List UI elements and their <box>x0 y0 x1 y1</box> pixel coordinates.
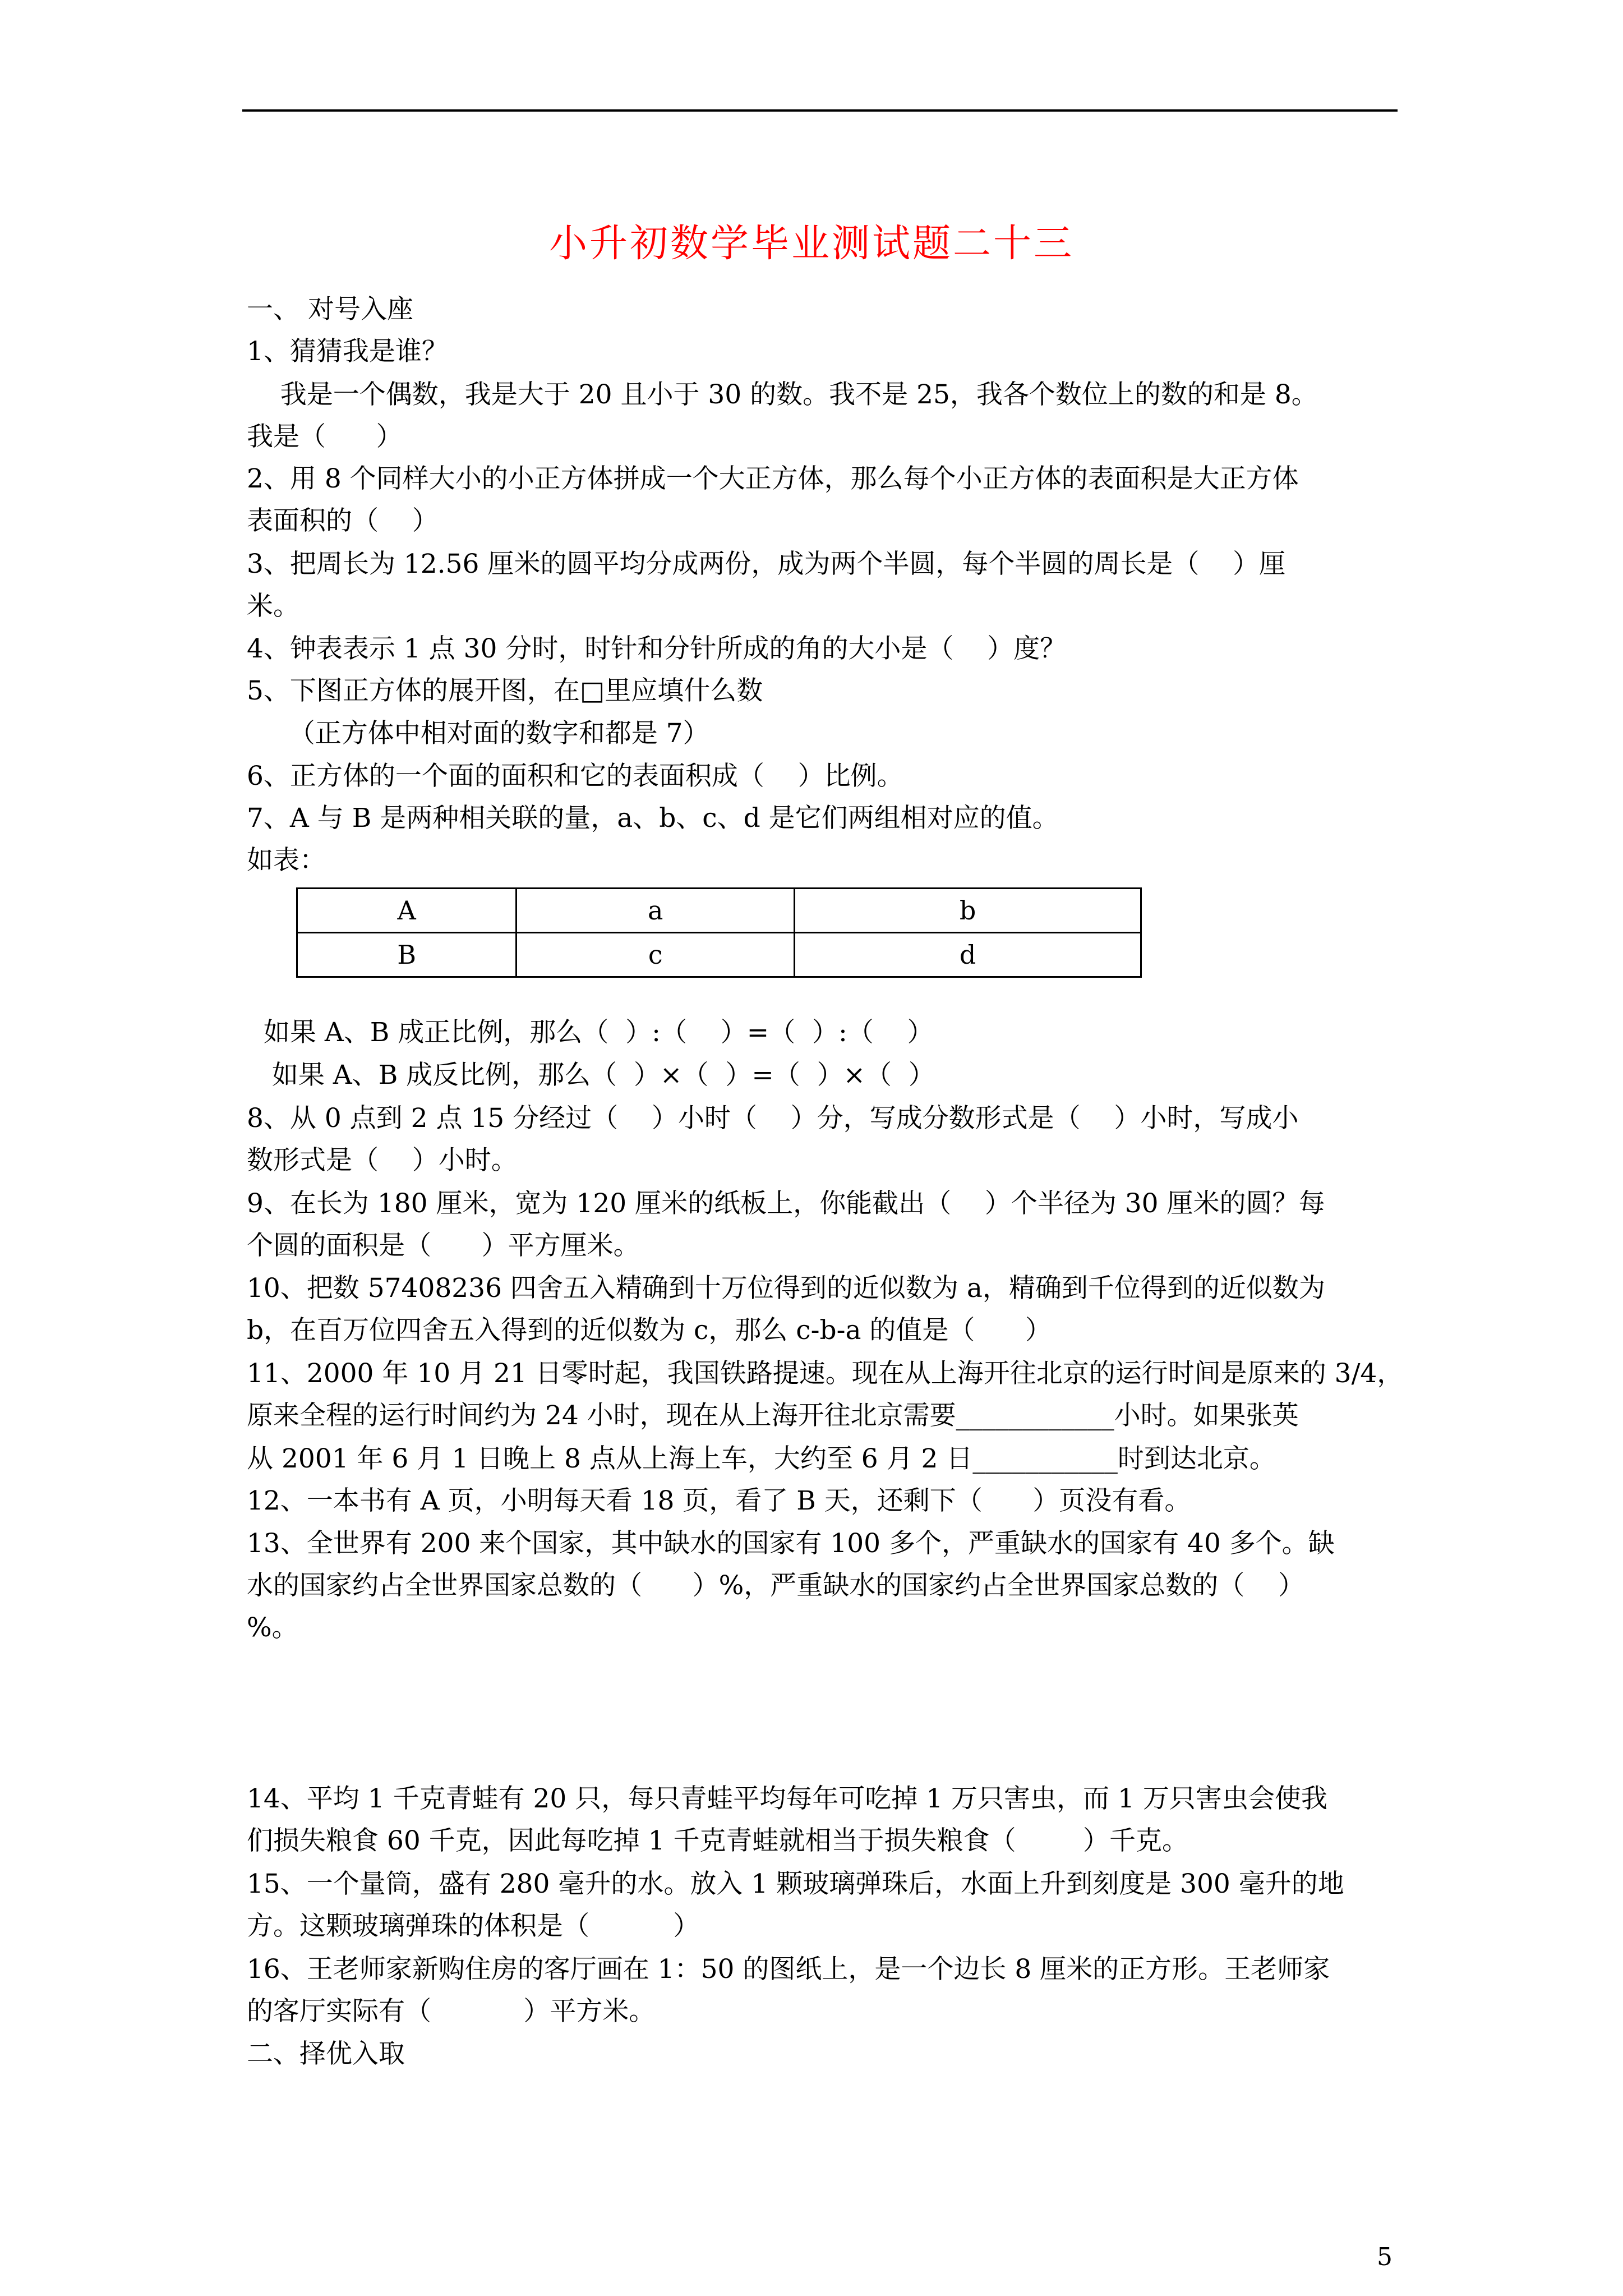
question-12: 12、一本书有 A 页，小明每天看 18 页，看了 B 天，还剩下（ ）页没有看。 <box>247 1485 1191 1516</box>
table-cell: b <box>795 889 1141 933</box>
section-heading-1: 一、 对号入座 <box>247 294 413 325</box>
question-4: 4、钟表表示 1 点 30 分时，时针和分针所成的角的大小是（ ）度？ <box>247 633 1067 664</box>
question-1: 1、猜猜我是谁？ <box>247 336 448 367</box>
question-13-cont-2: %。 <box>247 1612 298 1643</box>
value-table <box>296 887 1142 978</box>
table-row <box>297 889 1141 933</box>
question-8-cont: 数形式是（ ）小时。 <box>247 1145 518 1176</box>
question-7-table-intro: 如表： <box>247 845 326 876</box>
question-5-note: （正方体中相对面的数字和都是 7） <box>247 718 709 749</box>
question-9-cont: 个圆的面积是（ ）平方厘米。 <box>247 1230 640 1261</box>
question-11-cont: 原来全程的运行时间约为 24 小时，现在从上海开往北京需要____________小时。如果张英 <box>247 1400 1299 1431</box>
question-7-inverse: 如果 A、B 成反比例，那么（ ）×（ ）=（ ）×（ ） <box>247 1060 935 1091</box>
question-16-cont: 的客厅实际有（ ）平方米。 <box>247 1996 656 2027</box>
question-11-cont-2: 从 2001 年 6 月 1 日晚上 8 点从上海上车，大约至 6 月 2 日___________时到达北京。 <box>247 1443 1276 1474</box>
question-10: 10、把数 57408236 四舍五入精确到十万位得到的近似数为 a，精确到千位得到的近似数为 <box>247 1273 1325 1304</box>
question-2: 2、用 8 个同样大小的小正方体拼成一个大正方体，那么每个小正方体的表面积是大正方体 <box>247 463 1299 494</box>
table-cell: c <box>517 933 795 977</box>
question-5: 5、下图正方体的展开图，在□里应填什么数 <box>247 675 763 706</box>
question-9: 9、在长为 180 厘米，宽为 120 厘米的纸板上，你能截出（ ）个半径为 30 厘米的圆？每 <box>247 1188 1325 1219</box>
question-14: 14、平均 1 千克青蛙有 20 只，每只青蛙平均每年可吃掉 1 万只害虫，而 1 万只害虫会使我 <box>247 1783 1327 1814</box>
header-rule <box>242 109 1398 112</box>
question-3-cont: 米。 <box>247 591 299 622</box>
question-7-proportional: 如果 A、B 成正比例，那么（ ）:（ ）=（ ）:（ ） <box>247 1017 934 1048</box>
section-heading-2: 二、择优入取 <box>247 2039 405 2069</box>
question-15-cont: 方。这颗玻璃弹珠的体积是（ ） <box>247 1911 700 1941</box>
question-15: 15、一个量筒，盛有 280 毫升的水。放入 1 颗玻璃弹珠后，水面上升到刻度是 300 毫升的地 <box>247 1869 1344 1899</box>
question-13: 13、全世界有 200 来个国家，其中缺水的国家有 100 多个，严重缺水的国家有 40 多个。缺 <box>247 1528 1335 1559</box>
question-7: 7、A 与 B 是两种相关联的量，a、b、c、d 是它们两组相对应的值。 <box>247 803 1059 834</box>
table-cell: A <box>297 889 517 933</box>
table-cell: d <box>795 933 1141 977</box>
page-number: 5 <box>1377 2243 1393 2271</box>
table-cell: a <box>517 889 795 933</box>
question-16: 16、王老师家新购住房的客厅画在 1：50 的图纸上，是一个边长 8 厘米的正方形。王老师家 <box>247 1954 1330 1985</box>
page-title: 小升初数学毕业测试题二十三 <box>548 222 1074 266</box>
question-11: 11、2000 年 10 月 21 日零时起，我国铁路提速。现在从上海开往北京的运行时间是原来的 3/4， <box>247 1358 1404 1389</box>
question-14-cont: 们损失粮食 60 千克，因此每吃掉 1 千克青蛙就相当于损失粮食（ ）千克。 <box>247 1825 1188 1856</box>
question-1-answer: 我是（ ） <box>247 421 403 452</box>
table-row <box>297 933 1141 977</box>
question-3: 3、把周长为 12.56 厘米的圆平均分成两份，成为两个半圆，每个半圆的周长是（ ）厘 <box>247 549 1286 579</box>
question-10-cont: b，在百万位四舍五入得到的近似数为 c，那么 c-b-a 的值是（ ） <box>247 1315 1052 1346</box>
question-2-cont: 表面积的（ ） <box>247 505 439 536</box>
table-cell: B <box>297 933 517 977</box>
question-13-cont: 水的国家约占全世界国家总数的（ ）%，严重缺水的国家约占全世界国家总数的（ ） <box>247 1570 1305 1601</box>
question-1-text: 我是一个偶数，我是大于 20 且小于 30 的数。我不是 25，我各个数位上的数的和是 8。 <box>247 379 1318 410</box>
question-8: 8、从 0 点到 2 点 15 分经过（ ）小时（ ）分，写成分数形式是（ ）小时，写成小 <box>247 1103 1299 1134</box>
question-6: 6、正方体的一个面的面积和它的表面积成（ ）比例。 <box>247 761 903 792</box>
